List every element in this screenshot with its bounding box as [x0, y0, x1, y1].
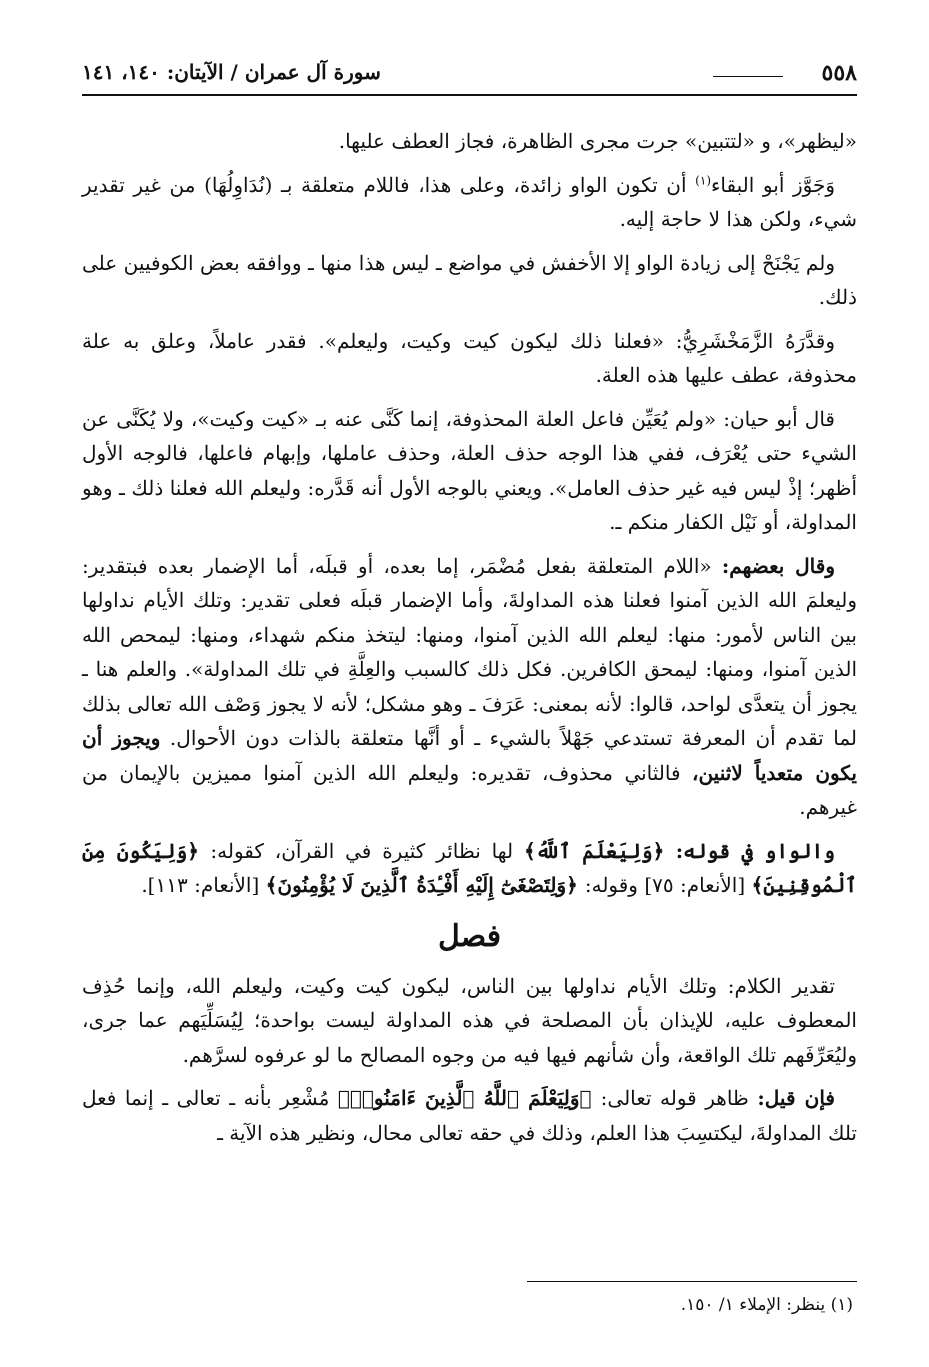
quran-quote-2: ﴿وَلِيَكُونَ مِنَ ٱلْمُوقِنِينَ﴾	[82, 838, 857, 897]
footnote: (١) ينظر: الإملاء ١/ ١٥٠.	[680, 1295, 853, 1315]
p2-start: وَجَوَّز أبو البقاء	[711, 172, 836, 197]
p7-text-c: [الأنعام: ١١٣].	[141, 873, 266, 897]
p7-text-a: لها نظائر كثيرة في القرآن، كقوله:	[210, 838, 524, 863]
p6-text: «اللام المتعلقة بفعل مُضْمَر، إما بعده، أو قبلَه، أما الإضمار بعده فبتقدير: وليعلمَ الله الذين آمنوا فعلنا هذه المداولةَ، وأما الإضمار قبلَه فعلى تقدير: وتلك الأيام نداولها بين الناس لأمور: منها: ليعلم الله الذين آمنوا، ومنها: ليتخذ منكم شهداء، ومنها: ليمحص الله الذين آمنوا، ومنها: ليمحق الكافرين. فكل ذلك كالسبب والعِلَّةِ في تلك المداولة». والعلم هنا ـ يجوز أن يتعدَّى لواحد، قالوا: لأنه بمعنى: عَرَفَ ـ وهو مشكل؛ لأنه لا يجوز وَصْف الله تعالى بذلك لما تقدم أن المعرفة تستدعي جَهْلاً بالشيء ـ أو أنَّها متعلقة بالذات دون الأحوال.	[82, 553, 857, 750]
paragraph-6	[82, 549, 857, 825]
running-title: سورة آل عمران / الآيتان: ١٤٠، ١٤١	[82, 60, 381, 84]
quran-quote-4: ﴿وَلِيَعْلَمَ ٱللَّهُ ٱلَّذِينَ ءَامَنُوا۟﴾	[337, 1086, 601, 1110]
p2-rest: أن تكون الواو زائدة، وعلى هذا، فاللام متعلقة بـ (نُدَاوِلُهَا) من غير تقدير شيء، ولكن هذا لا حاجة إليه.	[82, 172, 857, 231]
p7-lead: والواو في قوله:	[675, 838, 835, 863]
footnote-ref[interactable]: (١)	[695, 172, 711, 187]
paragraph-8: تقدير الكلام: وتلك الأيام نداولها بين الناس، ليكون كيت وكيت، وليعلم الله، وإنما حُذِف المعطوف عليه، للإيذان بأن المصلحة في هذه المداولة ليست بواحدة؛ لِيُسَلِّيَهم عما جرى، وليُعَرِّفَهم تلك الواقعة، وأن شأنهم فيها فيه من وجوه المصالح ما لو عرفوه لسرَّهم.	[82, 973, 857, 1067]
p9-text-a: ظاهر قوله تعالى:	[600, 1086, 758, 1110]
p9-lead: فإن قيل:	[757, 1086, 835, 1110]
footnote-rule	[527, 1281, 857, 1282]
page-number: ٥٥٨	[821, 60, 857, 86]
paragraph-7	[82, 834, 857, 903]
paragraph-4: وقدَّرَهُ الزَّمَخْشَرِيُّ: «فعلنا ذلك ليكون كيت وكيت، وليعلم». فقدر عاملاً، وعلق به علة محذوفة، عطف عليها هذه العلة.	[82, 328, 857, 387]
paragraph-9	[82, 1081, 857, 1150]
running-header	[82, 56, 857, 96]
p6-lead: وقال بعضهم:	[721, 553, 835, 578]
p6-bold: ويجوز أن يكون متعدياً لاثنين،	[82, 726, 857, 785]
paragraph-2	[82, 168, 857, 237]
header-dash	[713, 76, 783, 77]
quran-quote-3: ﴿وَلِتَصْغَىٰٓ إِلَيْهِ أَفْـِٔدَةُ ٱلَّذِينَ لَا يُؤْمِنُونَ﴾	[265, 873, 585, 897]
paragraph-1: «ليظهر»، و «لتتبين» جرت مجرى الظاهرة، فجاز العطف عليها.	[338, 129, 857, 153]
quran-quote-1: ﴿وَلِيَعْلَمَ ٱللَّهُ﴾	[523, 838, 676, 863]
p7-text-b: [الأنعام: ٧٥] وقوله:	[584, 873, 752, 897]
paragraph-5: قال أبو حيان: «ولم يُعَيِّن فاعل العلة المحذوفة، إنما كَنَّى عنه بـ «كيت وكيت»، ولا يُكَنَّى عن الشيء حتى يُعْرَف، ففي هذا الوجه حذف العلة، وحذف عاملها، وإبهام فاعلها، فالوجه الأول أظهر؛ إذْ ليس فيه غير حذف العامل». ويعني بالوجه الأول أنه قَدَّره: وليعلم الله فعلنا ذلك ـ وهو المداولة، أو نَيْل الكفار منكم ـ.	[82, 406, 857, 534]
p9-text-b: مُشْعِر بأنه ـ تعالى ـ إنما فعل تلك المداولةَ، ليكتسِبَ هذا العلم، وذلك في حقه تعالى محال، ونظير هذه الآية ـ	[82, 1086, 857, 1145]
p6-end: فالثاني محذوف، تقديره: وليعلم الله الذين آمنوا مميزين بالإيمان من غيرهم.	[82, 760, 857, 819]
paragraph-3: ولم يَجْنَحْ إلى زيادة الواو إلا الأخفش في مواضع ـ ليس هذا منها ـ ووافقه بعض الكوفيين على ذلك.	[82, 250, 857, 309]
header-rule	[82, 94, 857, 96]
section-title: فصل	[437, 918, 502, 954]
main-text	[82, 124, 857, 1159]
